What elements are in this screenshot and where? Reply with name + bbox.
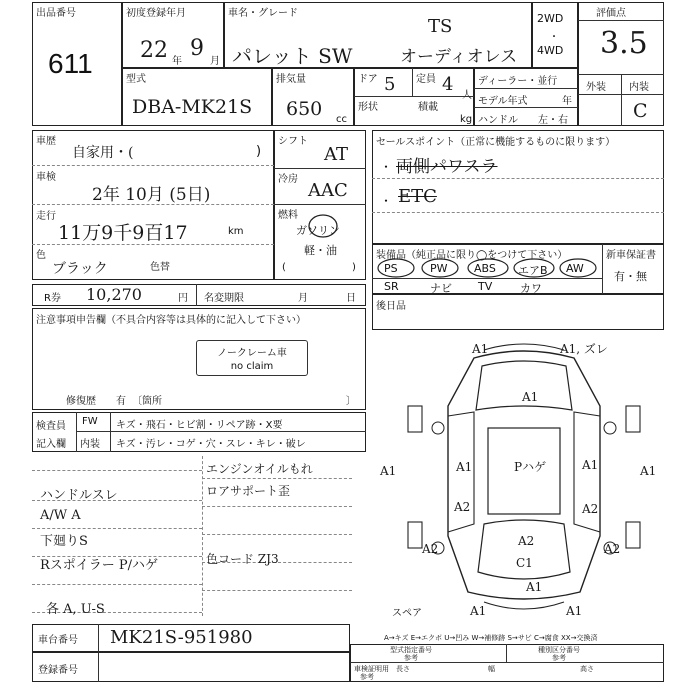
equip-pw: PW [430,262,448,275]
equip-sr: SR [384,280,399,293]
equip-aw: AW [566,262,584,275]
drive-2wd: 2WD [537,12,564,25]
lot-label: 出品番号 [36,8,76,19]
equip-airbag: エアB [518,264,548,277]
drive-4wd: 4WD [537,44,564,57]
history-close: ) [256,144,262,159]
mileage-value: 11万9千9百17 [58,222,188,244]
doors-value: 5 [384,74,396,95]
registration-label: 登録番号 [38,665,78,676]
note-left-3: 下廻りS [40,534,88,549]
drive-dot: ・ [549,32,559,43]
displacement-unit: cc [336,114,347,125]
diag-mark-rear-left: A1 [470,604,487,618]
diag-mark-rear-right: A1 [566,604,583,618]
recycle-label: R券 [44,293,61,304]
capacity-unit: 人 [462,90,472,101]
rear-box [372,294,664,330]
month-unit: 月 [210,56,220,67]
load-unit: kg [460,114,473,125]
model-year-unit: 年 [562,96,572,107]
interior-insp-label: 内装 [80,439,100,450]
grade-sub: オーディオレス [400,47,518,67]
length-label: 長さ [396,665,410,673]
displacement-label: 排気量 [276,74,306,85]
entry-label: 記入欄 [36,439,66,450]
note-left-2: A/W A [40,508,81,523]
sales-bullet-1: ・ [380,160,393,174]
repair-location: 〔箇所 [132,396,162,407]
cert-label: 車検証明用 [354,665,389,673]
diag-mark-front-left: A1 [472,342,489,356]
rear-seat-label: 後日品 [376,301,406,312]
inspection-label: 車検 [36,172,56,183]
fuel-open: ( [282,262,286,273]
fuel-gas-circle [306,212,340,240]
mileage-label: 走行 [36,211,56,222]
first-reg-year: 22 [140,38,168,63]
note-left-5: 各 A, U-S [46,602,105,617]
capacity-label: 定員 [416,74,436,85]
diag-mark-right-door: A1 [582,458,599,472]
capacity-value: 4 [442,74,454,95]
equip-leather: カワ [520,282,542,295]
diag-mark-right-rear: A2 [582,502,599,516]
model-year-label: モデル年式 [478,96,528,107]
recycle-value: 10,270 [86,285,142,304]
stamp-line2: no claim [230,361,274,372]
color-label: 色 [36,250,46,261]
equipment-circles [374,256,600,280]
cert-ref: 参考 [360,673,374,681]
color-value: ブラック [52,261,108,277]
note-left-4: Rスポイラー P/ハゲ [40,558,159,573]
diag-spare-label: スペア [392,608,422,619]
equipment-label: 装備品（純正品に限り◯をつけて下さい） [376,250,568,261]
history-value: 自家用・( [72,145,134,161]
diag-mark-left-fender: A1 [380,464,397,478]
interior-label: 内装 [629,82,649,93]
handle-label: ハンドル [478,115,518,126]
sales-item-1: 両側パワスラ [396,157,498,177]
inspection-value: 2年 10月 (5日) [92,185,211,205]
name-change-day: 日 [346,293,356,304]
diag-mark-hatch: A2 [518,534,535,548]
sales-label: セールスポイント（正常に機能するものに限ります） [376,137,616,148]
stamp-line1: ノークレーム車 [217,348,287,359]
model-value: DBA-MK21S [132,96,253,118]
type-designation-ref: 参考 [404,654,418,662]
equip-ps: PS [384,262,398,275]
lot-number: 611 [48,48,93,79]
name-change-month: 月 [298,293,308,304]
damage-legend: A→キズ E→エクボ U→凹み W→補修跡 S→サビ C→腐食 XX→交換済 [384,634,598,642]
color-change-label: 色替 [150,262,170,273]
fw-items: キズ・飛石・ヒビ割・リペア跡・X要 [116,420,283,431]
model-label: 型式 [126,74,146,85]
shape-label: 形状 [358,102,378,113]
interior-items: キズ・汚レ・コゲ・穴・スレ・キレ・破レ [116,439,306,450]
ac-value: AAC [308,180,348,201]
exterior-label: 外装 [586,82,606,93]
diag-mark-right-side: A1 [640,464,657,478]
diag-mark-left-quarter: A2 [422,542,439,556]
diag-mark-left-rear: A2 [454,500,471,514]
car-name-label: 車名・グレード [228,8,298,19]
note-left-1: ハンドルスレ [40,488,118,503]
repair-label: 修復歴 [66,396,96,407]
height-label: 高さ [580,665,594,673]
diag-mark-roof: Pハゲ [514,460,547,474]
class-ref: 参考 [552,654,566,662]
recycle-unit: 円 [178,293,188,304]
mileage-unit: km [228,226,244,237]
equip-abs: ABS [474,262,496,275]
diag-mark-left-door: A1 [456,460,473,474]
shift-value: AT [324,144,349,165]
repair-value: 有 [116,396,126,407]
width-label: 幅 [488,665,495,673]
grade: TS [428,16,453,37]
sales-bullet-2: ・ [380,194,393,208]
diag-mark-right-quarter: A2 [604,542,621,556]
registration-box [32,652,350,682]
interior-score: C [633,100,648,122]
type-designation-label: 型式指定番号 [390,646,432,654]
handle-value: 左・右 [538,115,568,126]
warranty-value: 有・無 [614,270,647,283]
fuel-diesel: 軽・油 [304,244,337,257]
car-diagram [404,336,644,626]
repair-close: 〕 [346,396,356,407]
diag-mark-front-right: A1, ズレ [560,342,608,356]
doors-label: ドア [358,74,378,85]
notes-label: 注意事項申告欄（不具合内容等は具体的に記入して下さい） [36,315,306,326]
sales-item-2: ETC [398,186,437,207]
equip-tv: TV [478,280,493,293]
year-unit: 年 [172,56,182,67]
note-right-3: 色コード ZJ3 [206,552,279,566]
ac-label: 冷房 [278,174,298,185]
fuel-label: 燃料 [278,210,298,221]
chassis-label: 車台番号 [38,635,78,646]
first-reg-month: 9 [190,36,204,61]
recycle-box [32,284,366,306]
no-claim-stamp [196,340,308,376]
diag-mark-rear-bumper: A1 [526,580,543,594]
shift-label: シフト [278,136,308,147]
score-value: 3.5 [600,26,648,61]
history-label: 車歴 [36,136,56,147]
diag-mark-hood: A1 [522,390,539,404]
chassis-value: MK21S-951980 [110,627,253,648]
fuel-gas: ガソリン [296,224,340,237]
dealer-label: ディーラー・並行 [478,76,558,87]
fw-label: FW [82,416,98,427]
warranty-label: 新車保証書 [606,250,656,261]
first-reg-label: 初度登録年月 [126,8,186,19]
name-change-label: 名変期限 [204,293,244,304]
note-right-2: ロアサポート歪 [206,484,291,498]
displacement-value: 650 [286,98,323,120]
class-label: 種別区分番号 [538,646,580,654]
inspector-label: 検査員 [36,421,66,432]
equip-navi: ナビ [430,282,452,295]
note-right-1: エンジンオイルもれ [206,462,313,476]
load-label: 積載 [418,102,438,113]
car-name: パレット SW [232,44,353,68]
score-label: 評価点 [596,8,626,19]
fuel-close: ) [352,262,356,273]
diag-mark-rear-window: C1 [516,556,533,570]
